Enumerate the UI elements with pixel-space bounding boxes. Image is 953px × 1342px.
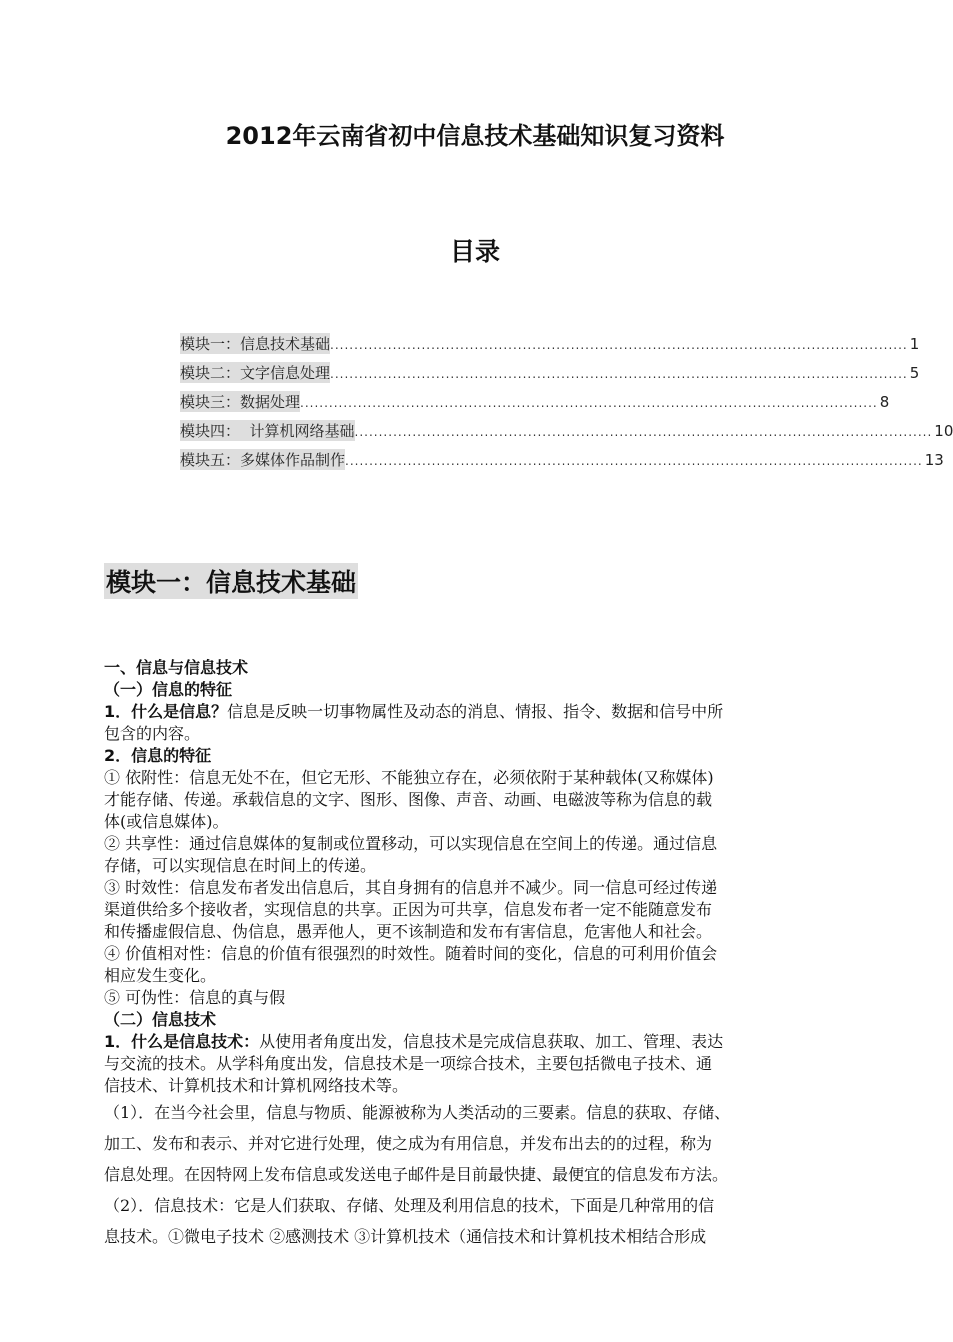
paragraph-line: （2）．信息技术：它是人们获取、存储、处理及利用信息的技术，下面是几种常用的信 [104,1196,715,1215]
toc-leader-dots: ........................................................................................................................ [345,454,923,468]
module-body [104,657,854,1252]
question-label: 1．什么是信息技术： [104,1032,260,1051]
toc-entry-page: 1 [909,335,920,353]
paragraph-line: 渠道供给多个接收者，实现信息的共享。正因为可共享，信息发布者一定不能随意发布 [104,900,713,919]
paragraph-line: （1）．在当今社会里，信息与物质、能源被称为人类活动的三要素。信息的获取、存储、 [104,1103,731,1122]
question-text: 信息是反映一切事物属性及动态的消息、情报、指令、数据和信号中所 [227,702,724,721]
toc-entry[interactable] [180,362,920,391]
toc-entry-label: 模块三：数据处理 [180,393,301,411]
toc-leader-dots: ........................................................................................................................ [354,425,933,439]
paragraph-line: 相应发生变化。 [104,966,217,985]
toc-entry[interactable] [180,333,920,362]
toc-leader-dots: ........................................................................................................................ [330,367,908,381]
paragraph-line: 信技术、计算机技术和计算机网络技术等。 [104,1076,409,1095]
paragraph-line [104,701,854,723]
toc-entry-page: 5 [909,364,920,382]
paragraph-line: 才能存储、传递。承载信息的文字、图形、图像、声音、动画、电磁波等称为信息的载 [104,790,713,809]
paragraph-line: 息技术。①微电子技术 ②感测技术 ③计算机技术（通信技术和计算机技术相结合形成 [104,1227,707,1246]
paragraph-line: ③ 时效性：信息发布者发出信息后，其自身拥有的信息并不减少。同一信息可经过传递 [104,878,718,897]
toc-title: 目录 [449,237,500,266]
paragraph-line: 与交流的技术。从学科角度出发，信息技术是一项综合技术，主要包括微电子技术、通 [104,1054,713,1073]
toc-entry[interactable] [180,420,953,449]
subsection-title: （二）信息技术 [104,1010,217,1029]
paragraph-line: ① 依附性：信息无处不在，但它无形、不能独立存在，必须依附于某种载体(又称媒体) [104,768,714,787]
question-label: 1．什么是信息？ [104,702,228,721]
paragraph-line: ④ 价值相对性：信息的价值有很强烈的时效性。随着时间的变化，信息的可利用价值会 [104,944,718,963]
paragraph-line: 体(或信息媒体)。 [104,812,229,831]
paragraph-line: ② 共享性：通过信息媒体的复制或位置移动，可以实现信息在空间上的传递。通过信息 [104,834,718,853]
toc-entry-page: 13 [924,451,944,469]
paragraph-line: 包含的内容。 [104,724,201,743]
toc-leader-dots: ........................................................................................................................ [330,338,908,352]
module-heading: 模块一：信息技术基础 [104,563,358,599]
toc-entry[interactable] [180,449,944,478]
paragraph-line: ⑤ 可伪性：信息的真与假 [104,988,286,1007]
toc-entry[interactable] [180,391,890,420]
toc-entry-label: 模块四： 计算机网络基础 [180,422,355,440]
toc-entry-page: 10 [934,422,953,440]
section-title: 一、信息与信息技术 [104,658,249,677]
toc-leader-dots: ........................................................................................................................ [300,396,878,410]
toc-entry-label: 模块二：文字信息处理 [180,364,331,382]
toc-entry-label: 模块一：信息技术基础 [180,335,331,353]
paragraph-line: 加工、发布和表示、并对它进行处理，使之成为有用信息，并发布出去的的过程，称为 [104,1134,713,1153]
toc-entry-label: 模块五：多媒体作品制作 [180,451,346,469]
subsection-title: （一）信息的特征 [104,680,233,699]
document-title: 2012年云南省初中信息技术基础知识复习资料 [225,122,725,150]
question-text: 从使用者角度出发，信息技术是完成信息获取、加工、管理、表达 [259,1032,724,1051]
question-label: 2．信息的特征 [104,746,212,765]
paragraph-line: 存储，可以实现信息在时间上的传递。 [104,856,377,875]
table-of-contents [180,333,953,478]
paragraph-line: 和传播虚假信息、伪信息，愚弄他人，更不该制造和发布有害信息，危害他人和社会。 [104,922,713,941]
toc-entry-page: 8 [879,393,890,411]
paragraph-line: 信息处理。在因特网上发布信息或发送电子邮件是目前最快捷、最便宜的信息发布方法。 [104,1165,729,1184]
paragraph-line [104,1031,854,1053]
